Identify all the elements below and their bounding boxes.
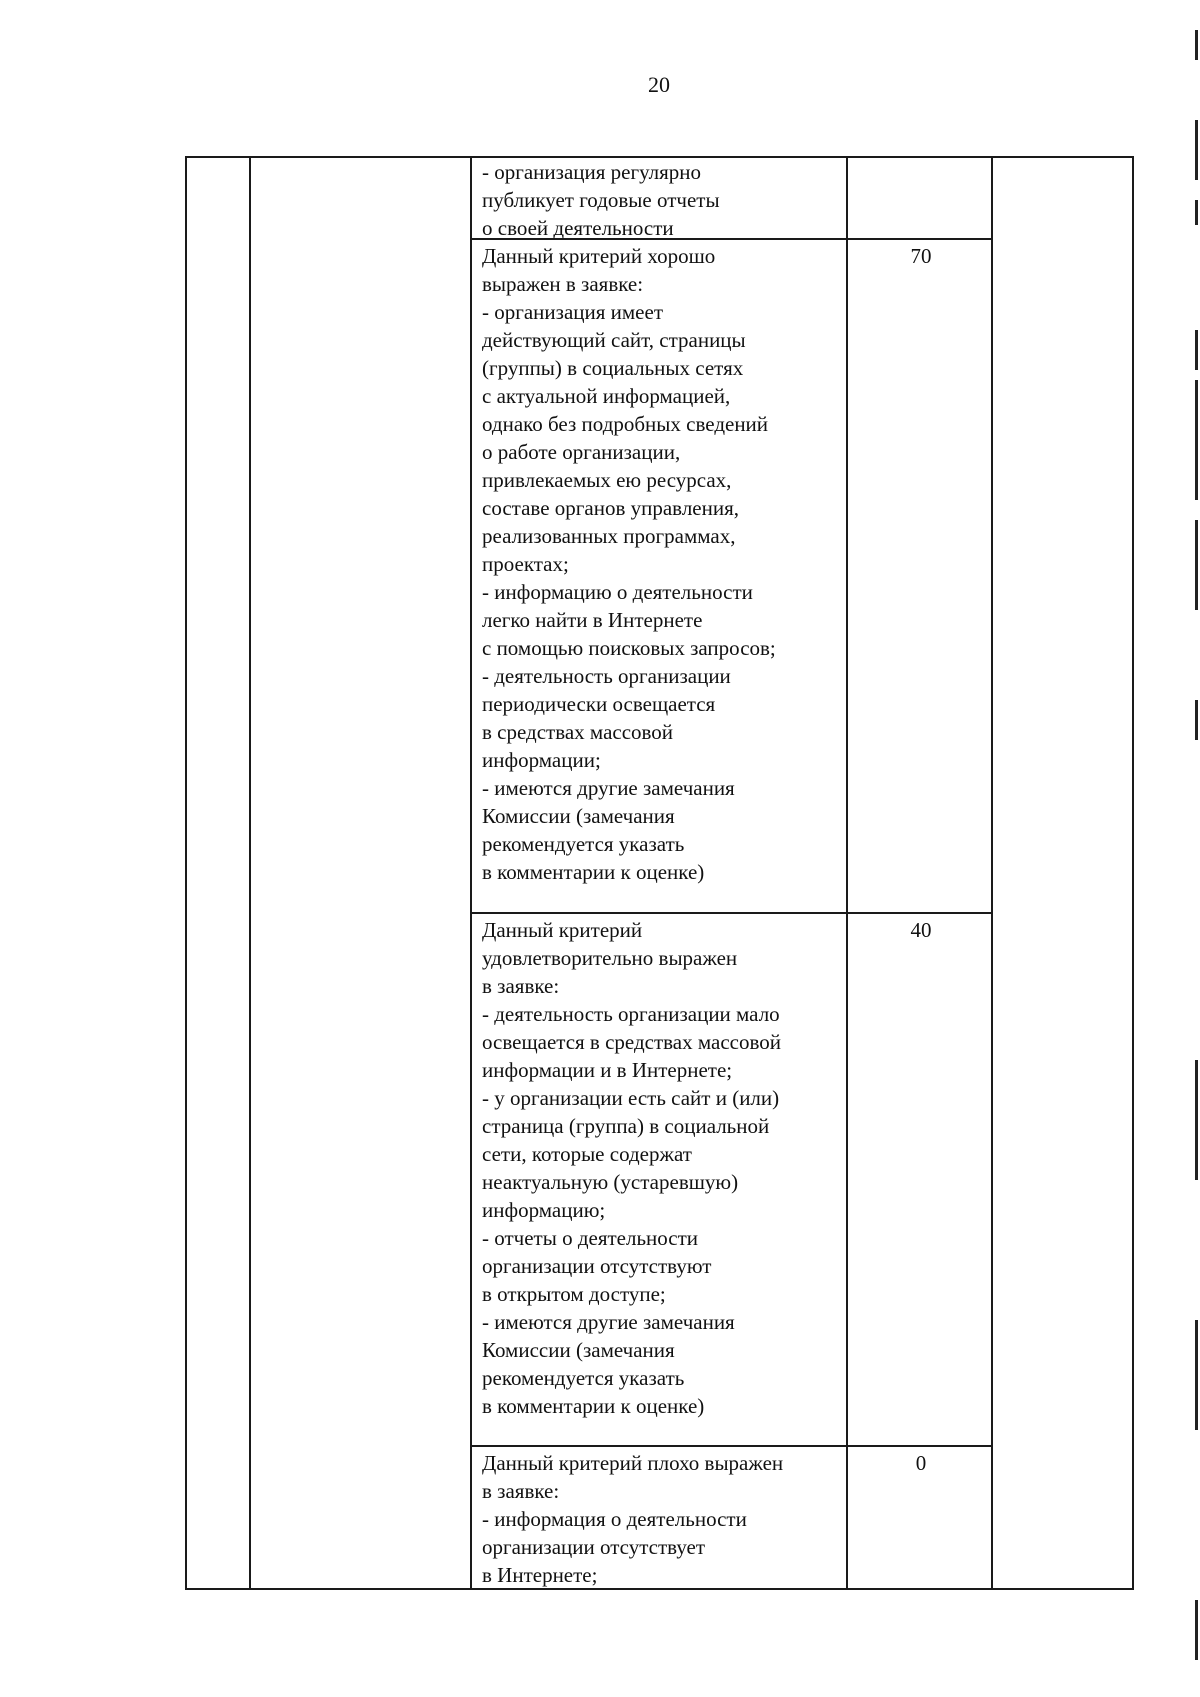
score-row-2: 70 xyxy=(910,244,932,268)
criterion-text-row-4: Данный критерий плохо выражен в заявке: - информация о деятельности организации отсутствует в Интернете; xyxy=(482,1451,784,1587)
criterion-text-row-2: Данный критерий хорошо выражен в заявке: - организация имеет действующий сайт, страницы (группы) в социальных сетях с актуальной информацией, однако без подробных сведений о работе организации, привлекаемых ею ресурсах, составе органов управления, реализованных программах, проектах; - информацию о деятельности легко найти в Интернете с помощью поисковых запросов; - деятельность организации периодически освещается в средствах массовой информации; - имеются другие замечания Комиссии (замечания рекомендуется указать в комментарии к оценке) xyxy=(482,244,776,884)
score-row-3: 40 xyxy=(910,918,932,942)
score-row-4: 0 xyxy=(915,1451,927,1475)
column-divider-4 xyxy=(991,156,993,1590)
criterion-text-row-1: - организация регулярно публикует годовые отчеты о своей деятельности xyxy=(482,160,720,240)
row-divider-3 xyxy=(470,1445,993,1447)
column-divider-1 xyxy=(249,156,251,1590)
page-number: 20 xyxy=(648,72,670,97)
column-divider-2 xyxy=(470,156,472,1590)
row-divider-2 xyxy=(470,912,993,914)
criterion-text-row-3: Данный критерий удовлетворительно выражен в заявке: - деятельность организации мало освещается в средствах массовой информации и в Интернете; - у организации есть сайт и (или) страница (группа) в социальной сети, которые содержат неактуальную (устаревшую) информацию; - отчеты о деятельности организации отсутствуют в открытом доступе; - имеются другие замечания Комиссии (замечания рекомендуется указать в комментарии к оценке) xyxy=(482,918,781,1418)
scan-edge-marks xyxy=(1192,0,1200,1697)
